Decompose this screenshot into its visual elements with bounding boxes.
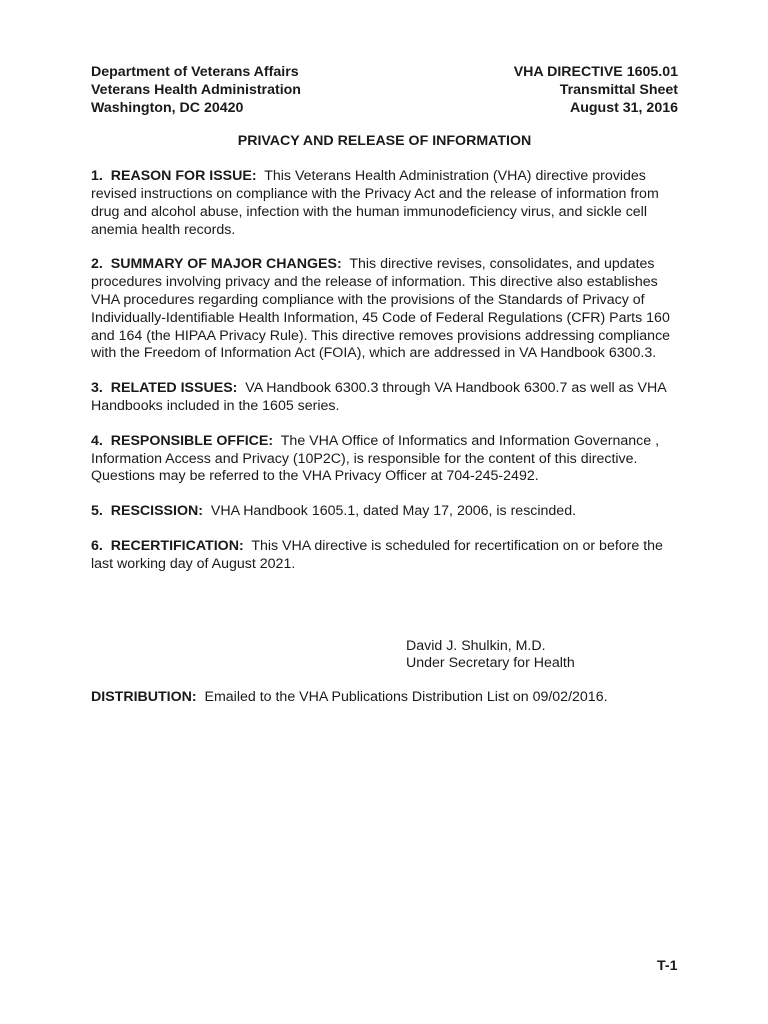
- section-summary-of-changes: [91, 256, 678, 363]
- sheet-type: Transmittal Sheet: [559, 81, 678, 98]
- signatory-title: Under Secretary for Health: [406, 655, 575, 672]
- signature-block: [406, 638, 678, 674]
- page-number: T-1: [657, 958, 678, 974]
- section-text: This Veterans Health Administration (VHA) directive provides revised instructions on compliance with the Privacy Act and the release of information from drug and alcohol abuse, infection with the human immunodeficiency virus, and sickle cell anemia health records.: [91, 168, 659, 238]
- section-label: RECERTIFICATION:: [110, 537, 244, 554]
- section-text: This directive revises, consolidates, and updates procedures involving privacy and the release of information. This directive also establishes VHA procedures regarding compliance with the provisions of the Standards of Privacy of Individually-Identifiable Health Information, 45 Code of Federal Regulations (CFR) Parts 160 and 164 (the HIPAA Privacy Rule). This directive removes provisions addressing compliance with the Freedom of Information Act (FOIA), which are addressed in VA Handbook 6300.3.: [91, 256, 671, 362]
- distribution-label: DISTRIBUTION:: [91, 689, 197, 706]
- section-text: VA Handbook 6300.3 through VA Handbook 6300.7 as well as VHA Handbooks included in the 1605 series.: [91, 380, 666, 414]
- directive-block: [514, 64, 678, 117]
- section-number: 6.: [91, 537, 103, 554]
- section-number: 3.: [91, 380, 103, 397]
- section-number: 2.: [91, 256, 103, 273]
- section-related-issues: [91, 380, 678, 416]
- section-text: VHA Handbook 1605.1, dated May 17, 2006, is rescinded.: [210, 503, 577, 520]
- distribution-text: Emailed to the VHA Publications Distribution List on 09/02/2016.: [204, 689, 608, 706]
- section-number: 5.: [91, 503, 103, 520]
- section-text: The VHA Office of Informatics and Information Governance , Information Access and Privacy (10P2C), is responsible for the content of this directive. Questions may be referred to the VHA Privacy Officer at 704-245-2492.: [91, 432, 660, 485]
- agency-location: Washington, DC 20420: [91, 99, 244, 116]
- document-title: PRIVACY AND RELEASE OF INFORMATION: [237, 133, 532, 150]
- distribution-note: [91, 689, 678, 707]
- administration-name: Veterans Health Administration: [91, 81, 301, 98]
- directive-number: VHA DIRECTIVE 1605.01: [513, 64, 678, 80]
- section-recertification: [91, 538, 678, 574]
- section-label: RELATED ISSUES:: [110, 380, 238, 397]
- section-responsible-office: [91, 433, 678, 486]
- section-label: RESCISSION:: [110, 503, 203, 520]
- section-number: 4.: [91, 432, 103, 449]
- section-label: SUMMARY OF MAJOR CHANGES:: [110, 256, 342, 273]
- signatory-name: David J. Shulkin, M.D.: [406, 637, 546, 654]
- agency-block: [91, 64, 301, 117]
- section-label: RESPONSIBLE OFFICE:: [110, 432, 274, 449]
- section-text: This VHA directive is scheduled for recertification on or before the last working day of August 2021.: [91, 537, 663, 572]
- department-name: Department of Veterans Affairs: [91, 64, 299, 80]
- section-label: REASON FOR ISSUE:: [110, 168, 257, 185]
- document-page: [91, 64, 678, 707]
- section-rescission: [91, 503, 678, 521]
- document-header: [91, 64, 678, 117]
- section-number: 1.: [91, 168, 103, 185]
- directive-date: August 31, 2016: [569, 99, 678, 116]
- section-reason-for-issue: [91, 168, 678, 239]
